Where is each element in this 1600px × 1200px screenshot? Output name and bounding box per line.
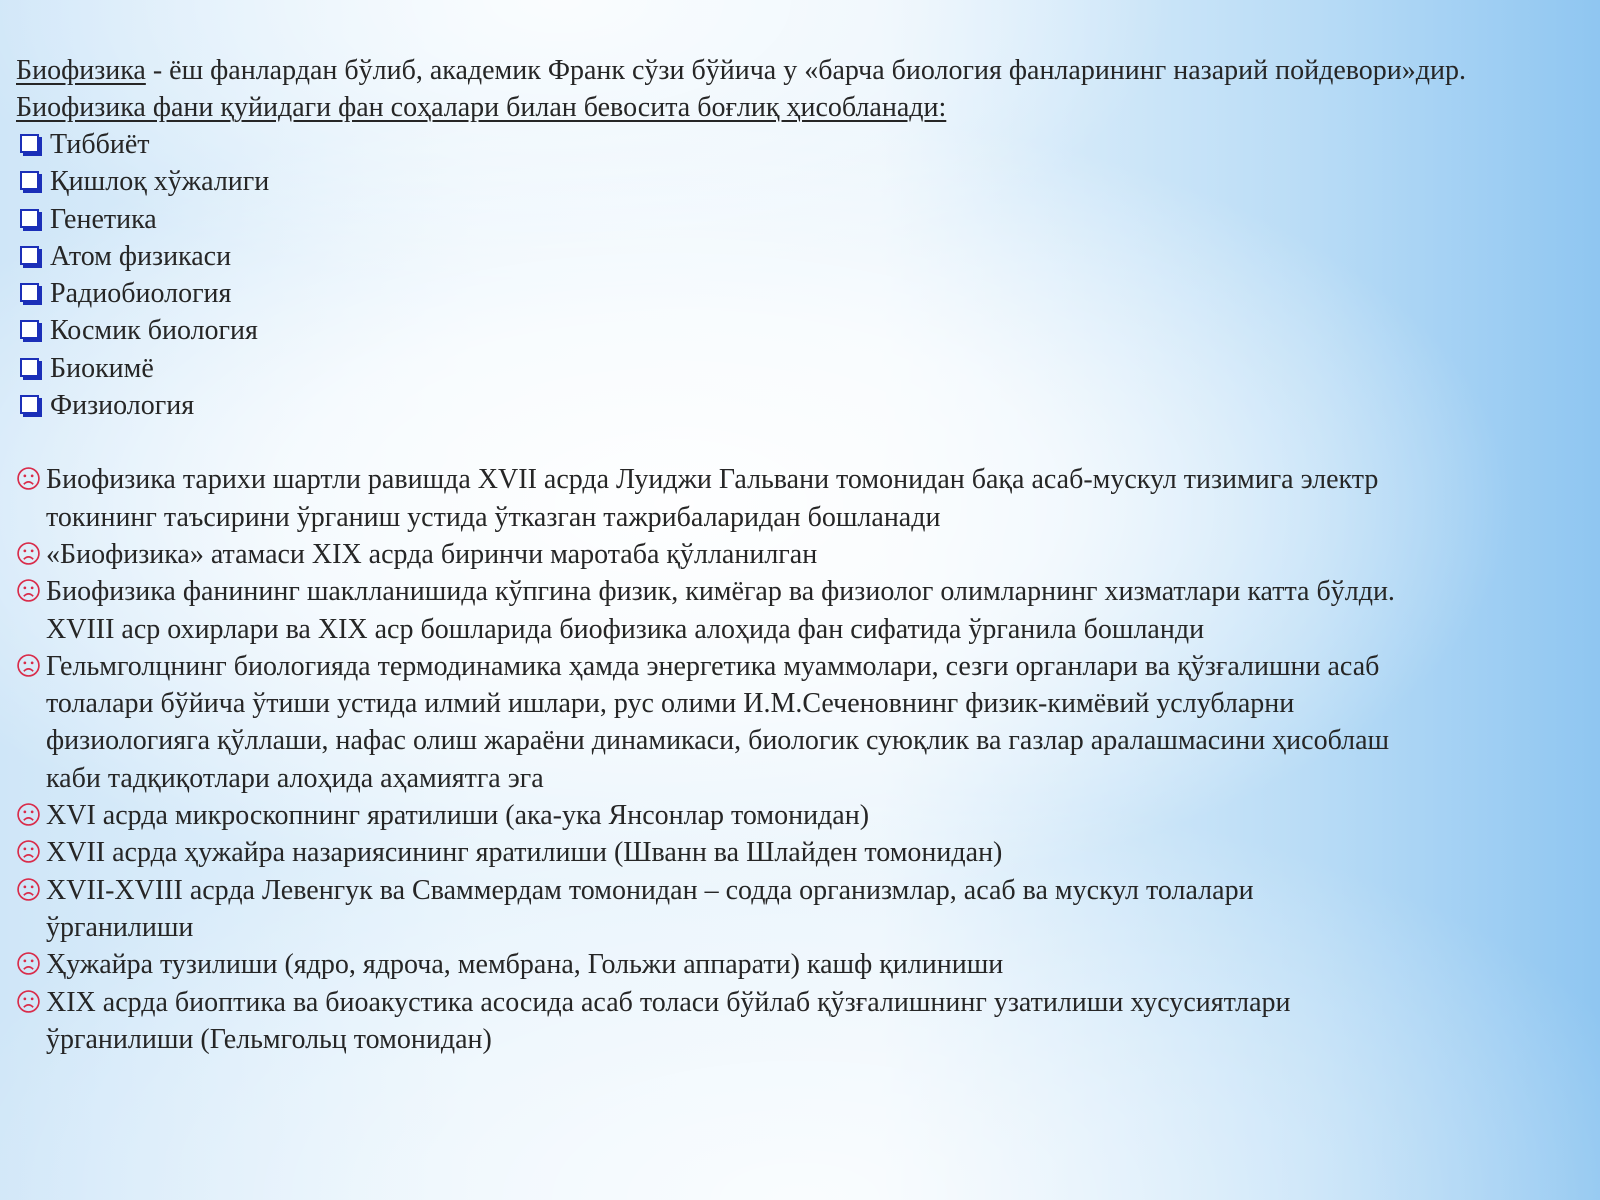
history-list xyxy=(16,461,1396,1058)
list-item xyxy=(16,163,1581,200)
list-item xyxy=(16,573,1396,648)
frown-face-icon xyxy=(16,648,46,685)
list-item xyxy=(16,536,1396,573)
frown-face-icon xyxy=(16,461,46,498)
frown-face-icon xyxy=(16,834,46,871)
related-fields-heading: Биофизика фани қуйидаги фан соҳалари билан бевосита боғлиқ ҳисобланади: xyxy=(16,92,947,123)
history-text: Биофизика фанининг шаклланишида кўпгина физик, кимёгар ва физиолог олимларнинг хизматлари катта бўлди. XVIII аср охирлари ва XIX аср бошларида биофизика алоҳида фан сифатида ўрганила бошланди xyxy=(46,576,1395,645)
biophysics-term: Биофизика xyxy=(16,55,146,86)
frown-face-icon xyxy=(16,797,46,834)
field-label: Космик биология xyxy=(50,315,258,347)
history-text: XIX асрда биоптика ва биоакустика асосида асаб толаси бўйлаб қўзғалишнинг узатилиши хусусиятлари ўрганилиши (Гельмгольц томонидан) xyxy=(46,986,1291,1055)
list-item xyxy=(16,312,1581,349)
intro-paragraph xyxy=(16,52,1581,89)
frown-face-icon xyxy=(16,536,46,573)
field-label: Радиобиология xyxy=(50,278,232,310)
history-text: XVII-XVIII асрда Левенгук ва Сваммердам томонидан – содда организмлар, асаб ва мускул толалари ўрганилиши xyxy=(46,874,1254,943)
history-text: XVI асрда микроскопнинг яратилиши (ака-ука Янсонлар томонидан) xyxy=(46,800,870,832)
list-item xyxy=(16,126,1581,163)
field-label: Биокимё xyxy=(50,352,154,384)
field-label: Тиббиёт xyxy=(50,129,150,160)
list-item xyxy=(16,201,1581,238)
list-item xyxy=(16,461,1396,536)
square-bullet-icon xyxy=(16,163,50,200)
field-label: Атом физикаси xyxy=(50,240,232,272)
square-bullet-icon xyxy=(16,275,50,312)
frown-face-icon xyxy=(16,984,46,1021)
list-item xyxy=(16,872,1396,947)
square-bullet-icon xyxy=(16,126,50,163)
field-label: Физиология xyxy=(50,390,195,422)
square-bullet-icon xyxy=(16,201,50,238)
history-text: «Биофизика» атамаси XIX асрда биринчи маротаба қўлланилган xyxy=(46,538,818,570)
square-bullet-icon xyxy=(16,350,50,387)
related-fields-list xyxy=(16,126,1581,424)
frown-face-icon xyxy=(16,946,46,983)
slide-content xyxy=(16,52,1581,1058)
square-bullet-icon xyxy=(16,387,50,424)
frown-face-icon xyxy=(16,573,46,610)
field-label: Қишлоқ хўжалиги xyxy=(50,166,270,198)
list-item xyxy=(16,946,1396,983)
biophysics-definition: - ёш фанлардан бўлиб, академик Франк сўзи бўйича у «барча биология фанларининг назарий пойдевори»дир. xyxy=(145,55,1466,86)
list-item xyxy=(16,238,1581,275)
history-text: Ҳужайра тузилиши (ядро, ядроча, мембрана, Гольжи аппарати) кашф қилиниши xyxy=(46,949,1004,981)
field-label: Генетика xyxy=(50,203,157,235)
list-item xyxy=(16,834,1396,871)
frown-face-icon xyxy=(16,872,46,909)
list-item xyxy=(16,797,1396,834)
square-bullet-icon xyxy=(16,312,50,349)
list-item xyxy=(16,275,1581,312)
history-text: Гельмголцнинг биологияда термодинамика ҳамда энергетика муаммолари, сезги органлари ва қўзғалишни асаб толалари бўйича ўтиши устида илмий ишлари, рус олими И.М.Сеченовнинг физик-кимёвий услубларни физиологияга қўллаши, нафас олиш жараёни динамикаси, биологик суюқлик ва газлар аралашмасини ҳисоблаш каби тадқиқотлари алоҳида аҳамиятга эга xyxy=(46,650,1390,794)
history-text: XVII асрда ҳужайра назариясининг яратилиши (Шванн ва Шлайден томонидан) xyxy=(46,837,1003,869)
history-text: Биофизика тарихи шартли равишда XVII асрда Луиджи Гальвани томонидан бақа асаб-мускул тизимига электр токининг таъсирини ўрганиш устида ўтказган тажрибаларидан бошланади xyxy=(46,464,1379,533)
list-item xyxy=(16,648,1396,797)
section-spacer xyxy=(16,424,1581,461)
square-bullet-icon xyxy=(16,238,50,275)
list-item xyxy=(16,387,1581,424)
list-item xyxy=(16,984,1396,1059)
list-item xyxy=(16,350,1581,387)
